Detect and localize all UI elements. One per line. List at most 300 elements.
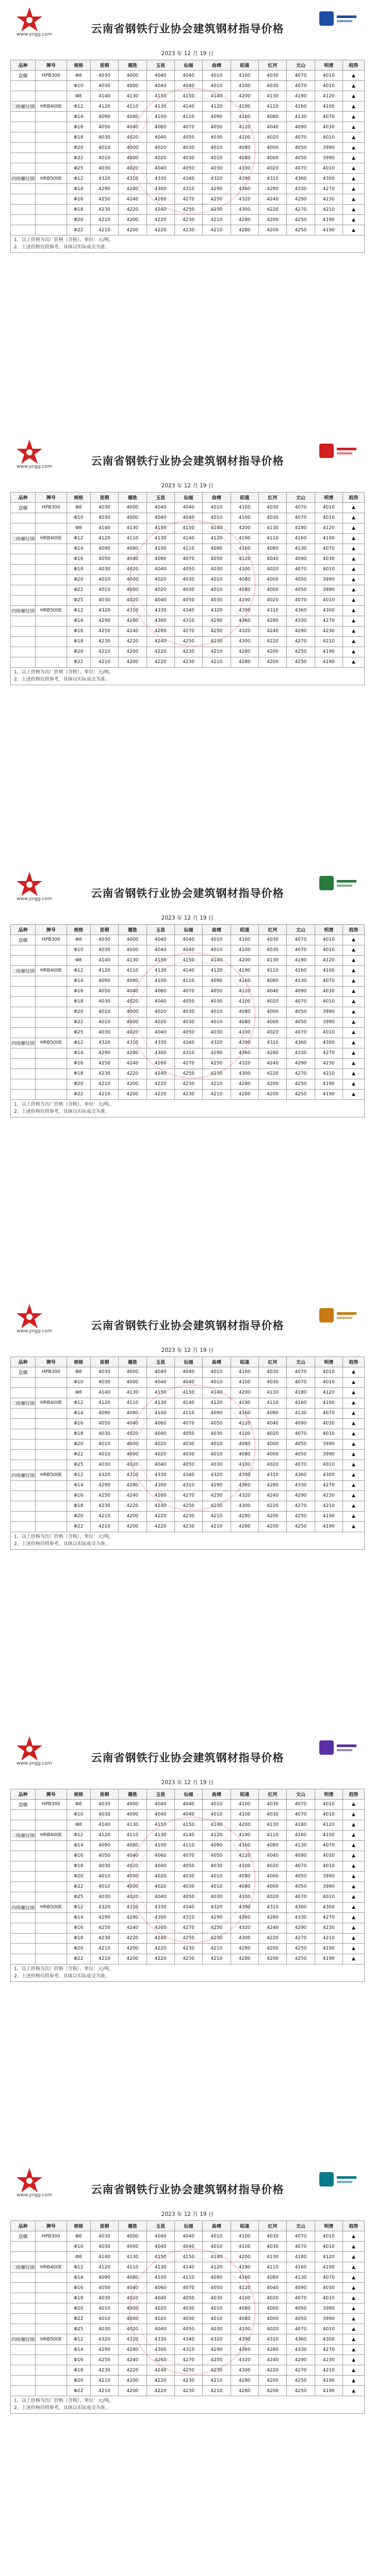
table-cell: 4250 [203,1058,231,1069]
table-cell: 4160 [287,2262,315,2273]
table-cell: 3990 [315,1007,343,1017]
site-url: www.yngg.com [17,1328,52,1334]
table-cell: 4220 [119,1933,146,1943]
table-cell: 4270 [315,616,343,626]
table-cell [36,647,67,657]
trend-cell: ▲ [343,574,364,585]
table-cell: 4040 [174,1799,202,1809]
table-cell: 4050 [287,2303,315,2314]
column-header: 昆钢 [90,1357,118,1367]
table-cell: 4000 [119,71,146,81]
table-cell [36,153,67,163]
column-header: 曲靖 [203,1789,231,1799]
table-cell: 4030 [90,1799,118,1809]
trend-cell: ▲ [343,2231,364,2242]
table-cell: 4260 [146,1923,174,1933]
table-cell: 4020 [119,1429,146,1439]
column-header: 德胜 [119,924,146,935]
trend-cell: ▲ [343,1048,364,1058]
table-cell: 4090 [90,2273,118,2283]
table-cell: 4050 [287,574,315,585]
trend-cell: ▲ [343,2345,364,2355]
table-cell: 4200 [119,1954,146,1964]
table-cell: 4080 [119,976,146,986]
table-row [11,1398,365,1408]
table-cell: 4010 [315,564,343,574]
table-cell: 4360 [287,1470,315,1480]
table-cell: 4270 [315,2345,343,2355]
table-cell: 盘螺 [11,1367,36,1377]
table-cell: 4030 [203,1460,231,1470]
table-row [11,1851,365,1861]
table-cell: 4300 [146,184,174,194]
trend-cell: ▲ [343,2242,364,2252]
table-cell: 4280 [231,647,258,657]
table-cell: 4010 [315,1460,343,1470]
table-cell: 4050 [203,122,231,132]
table-cell: 3990 [315,1017,343,1027]
table-cell [36,626,67,636]
table-cell: 4040 [174,945,202,955]
table-row [11,1367,365,1377]
table-cell: 4080 [231,1449,258,1460]
table-cell: 4050 [174,1429,202,1439]
table-cell: Φ14 [67,616,90,626]
table-cell [36,595,67,605]
table-cell: 4120 [231,2283,258,2293]
table-cell: 4140 [203,955,231,965]
table-cell [36,194,67,205]
table-cell [36,1017,67,1027]
table-cell: 4010 [315,1861,343,1871]
table-cell: 4040 [146,2231,174,2242]
table-cell: 4050 [174,2293,202,2303]
table-cell: 4330 [146,174,174,184]
trend-cell: ▲ [343,636,364,647]
table-cell: 4110 [174,1408,202,1418]
table-cell: 4070 [287,1809,315,1820]
table-cell: 4330 [146,605,174,616]
table-cell: Φ16 [67,1923,90,1933]
trend-cell: ▲ [343,1408,364,1418]
table-cell: 4030 [90,564,118,574]
table-cell: 4000 [119,1367,146,1377]
trend-cell: ▲ [343,1007,364,1017]
table-cell: 4270 [287,636,315,647]
table-cell: 4010 [203,502,231,513]
table-cell: 4100 [231,2293,258,2303]
note-line: 1、以上价格为出厂价格（含税），单位：元/吨。 [14,2398,114,2404]
table-cell: 4140 [174,2262,202,2273]
table-cell: HPB300 [36,1799,67,1809]
price-section [0,0,375,432]
table-cell: 4070 [287,132,315,143]
table-cell: 4320 [203,605,231,616]
table-cell: 4250 [287,1079,315,1089]
column-header: 昆钢 [90,1789,118,1799]
table-cell [11,626,36,636]
table-cell: 4250 [287,1954,315,1964]
table-cell: 4250 [203,194,231,205]
table-cell: 4050 [203,1418,231,1429]
table-cell: 4190 [231,533,258,544]
trend-cell: ▲ [343,1830,364,1840]
table-cell: 4020 [258,996,286,1007]
table-cell: 4270 [174,194,202,205]
trend-cell: ▲ [343,564,364,574]
table-cell: 4030 [90,132,118,143]
table-cell: 4180 [287,1387,315,1398]
table-cell: Φ20 [67,2303,90,2314]
table-row [11,1943,365,1954]
table-cell: 4010 [315,2231,343,2242]
table-cell: 4250 [287,215,315,225]
table-cell: 4050 [174,996,202,1007]
table-cell: Φ10 [67,1809,90,1820]
table-row [11,215,365,225]
table-cell: 4270 [315,184,343,194]
table-cell: 4040 [258,1418,286,1429]
table-cell: 4030 [90,935,118,945]
table-cell: 4270 [315,1048,343,1058]
table-cell: 4100 [231,1460,258,1470]
column-header: 规格 [67,2221,90,2231]
trend-cell: ▲ [343,1912,364,1923]
partner-logo-icon [315,872,360,894]
table-row [11,2345,365,2355]
section-header [10,432,365,482]
table-cell: 4140 [90,1820,118,1830]
column-header: 仙福 [174,492,202,502]
table-cell: 4020 [146,1871,174,1882]
column-header: 曲靖 [203,60,231,71]
table-cell [11,647,36,657]
table-cell: 4300 [146,616,174,626]
table-cell: 3990 [315,2303,343,2314]
table-cell: 4120 [90,1398,118,1408]
table-cell: 4260 [146,194,174,205]
table-cell: 4140 [203,1387,231,1398]
table-cell [36,1089,67,1099]
partner-logo-icon [315,1304,360,1327]
table-row [11,1470,365,1480]
table-cell: 4010 [90,1007,118,1017]
table-cell: 4130 [119,2252,146,2262]
table-cell: 4260 [146,1490,174,1501]
table-cell: 4360 [287,1038,315,1048]
trend-cell: ▲ [343,513,364,523]
table-cell: 4210 [315,205,343,215]
table-cell: 4210 [90,1079,118,1089]
table-row [11,1069,365,1079]
column-header: 明清 [315,492,343,502]
table-cell: 4250 [90,1923,118,1933]
table-cell: 4070 [315,976,343,986]
table-cell: 4030 [174,1882,202,1892]
table-cell: Φ8 [67,91,90,101]
table-cell: 4040 [146,1861,174,1871]
table-cell: Φ8 [67,1799,90,1809]
table-cell: 4100 [146,1408,174,1418]
column-header: 趋势 [343,1357,364,1367]
table-cell: 4310 [119,1902,146,1912]
table-cell: 三级螺纹钢 [11,101,36,112]
column-header: 仙福 [174,1357,202,1367]
table-cell [11,1377,36,1387]
table-cell: 4190 [315,647,343,657]
table-row [11,1449,365,1460]
table-notes [10,1964,365,1982]
table-row [11,1429,365,1439]
table-cell: HRB500E [36,1038,67,1048]
table-row [11,1027,365,1038]
table-cell: Φ16 [67,122,90,132]
table-cell: 4010 [90,1017,118,1027]
table-cell: Φ20 [67,1871,90,1882]
table-cell: 4160 [287,101,315,112]
table-row [11,626,365,636]
table-cell: 4280 [231,657,258,667]
table-cell: 4030 [315,122,343,132]
table-cell: 4040 [146,2324,174,2334]
column-header: 曲靖 [203,492,231,502]
table-cell: 4340 [174,1038,202,1048]
column-header: 趋势 [343,492,364,502]
table-cell: 4320 [203,1470,231,1480]
table-cell: Φ18 [67,1429,90,1439]
table-cell: 4090 [90,544,118,554]
table-cell [36,81,67,91]
table-cell [11,225,36,235]
table-cell: 4030 [90,2293,118,2303]
table-cell [36,225,67,235]
table-cell [11,2242,36,2252]
table-cell: 4010 [315,2242,343,2252]
partner-logo-icon [315,7,360,30]
table-cell: 4150 [174,1820,202,1830]
table-cell [11,112,36,122]
table-cell: 4020 [119,1460,146,1470]
table-cell: 4320 [90,1902,118,1912]
table-cell: 4310 [119,1038,146,1048]
table-cell: 4310 [119,2334,146,2345]
table-cell: 4020 [119,595,146,605]
table-cell: 4130 [119,523,146,533]
column-header: 仙福 [174,924,202,935]
column-header: 品种 [11,1357,36,1367]
table-cell: 4230 [203,205,231,215]
table-cell: 4030 [90,1892,118,1902]
table-cell [36,2252,67,2262]
table-cell: 4280 [231,1079,258,1089]
table-cell: Φ18 [67,2365,90,2376]
trend-cell: ▲ [343,1882,364,1892]
column-header: 规格 [67,60,90,71]
trend-cell: ▲ [343,523,364,533]
table-cell: 4100 [146,112,174,122]
table-cell: 4280 [231,225,258,235]
table-cell: 4220 [146,1521,174,1532]
table-cell: 4070 [287,502,315,513]
table-cell: 4230 [203,1069,231,1079]
trend-cell: ▲ [343,1490,364,1501]
table-cell: 4110 [258,965,286,976]
table-cell: 4010 [315,595,343,605]
table-cell: 4060 [146,986,174,996]
table-cell: Φ25 [67,163,90,174]
table-cell: 4050 [287,2314,315,2324]
table-row [11,1079,365,1089]
table-cell: 4120 [203,1830,231,1840]
table-cell: 4210 [90,1511,118,1521]
trend-cell: ▲ [343,215,364,225]
table-cell: 4300 [315,174,343,184]
table-cell: 4120 [231,1418,258,1429]
table-cell: 4200 [258,1511,286,1521]
table-cell [36,986,67,996]
table-cell: 4330 [287,1480,315,1490]
table-cell [11,1820,36,1830]
table-row [11,2242,365,2252]
table-cell [11,595,36,605]
table-cell: 4070 [287,71,315,81]
table-cell: 4080 [119,1408,146,1418]
table-cell: 4030 [174,585,202,595]
table-cell: 4310 [258,605,286,616]
table-cell: Φ14 [67,1408,90,1418]
table-cell: 四级螺纹钢 [11,605,36,616]
table-cell: 4290 [203,1480,231,1490]
table-cell: 4320 [90,1038,118,1048]
column-header: 昭通 [231,2221,258,2231]
table-cell: 4040 [119,2283,146,2293]
table-cell: Φ20 [67,1007,90,1017]
column-header: 牌号 [36,60,67,71]
table-row [11,174,365,184]
table-cell: 4030 [258,945,286,955]
table-cell: 4240 [119,1490,146,1501]
table-cell [11,1809,36,1820]
table-cell: HRB400E [36,1830,67,1840]
table-cell: Φ25 [67,1027,90,1038]
table-cell: 4210 [203,215,231,225]
trend-cell: ▲ [343,1799,364,1809]
table-cell: 4020 [258,1027,286,1038]
table-cell [36,1048,67,1058]
table-cell: 4080 [258,1408,286,1418]
table-cell [11,163,36,174]
trend-cell: ▲ [343,616,364,626]
table-cell [36,1861,67,1871]
table-cell: 4210 [315,1069,343,1079]
table-cell: 4030 [174,2314,202,2324]
table-cell: 3990 [315,574,343,585]
table-cell: 4090 [287,122,315,132]
table-cell: 4030 [90,1861,118,1871]
table-cell: 4290 [287,2355,315,2365]
table-cell: Φ10 [67,2242,90,2252]
table-cell [36,2324,67,2334]
table-cell [11,184,36,194]
table-cell: HRB400E [36,1398,67,1408]
table-cell: 4220 [258,205,286,215]
table-cell: Φ22 [67,1449,90,1460]
trend-cell: ▲ [343,132,364,143]
table-cell: 4040 [146,163,174,174]
table-cell: 4190 [231,1830,258,1840]
table-cell: 4010 [315,1892,343,1902]
table-cell: 4100 [231,132,258,143]
table-cell: 4100 [231,163,258,174]
trend-cell: ▲ [343,935,364,945]
table-cell: 4220 [146,2386,174,2396]
table-cell: HRB500E [36,605,67,616]
table-cell: 4000 [119,1017,146,1027]
table-cell: 盘螺 [11,71,36,81]
trend-cell: ▲ [343,194,364,205]
table-cell [11,616,36,626]
table-header-row [11,60,365,71]
table-cell: 4250 [203,1923,231,1933]
table-cell: Φ14 [67,2273,90,2283]
table-cell: 4030 [315,2283,343,2293]
table-cell: 3990 [315,1871,343,1882]
table-cell: 4010 [203,1367,231,1377]
trend-cell: ▲ [343,1429,364,1439]
table-cell: HRB500E [36,1470,67,1480]
table-cell: 4020 [258,2324,286,2334]
table-cell: 4110 [119,965,146,976]
table-cell: 4040 [119,1418,146,1429]
table-cell: Φ14 [67,184,90,194]
table-cell: 4200 [231,955,258,965]
table-cell: 4060 [146,1418,174,1429]
table-cell: 4000 [119,945,146,955]
trend-cell: ▲ [343,1017,364,1027]
table-cell: 4010 [90,2303,118,2314]
table-cell: 4110 [119,1398,146,1408]
table-cell: 4140 [90,1387,118,1398]
table-cell [36,513,67,523]
table-cell: 4010 [203,585,231,595]
table-cell: 4030 [258,1367,286,1377]
table-cell: 4110 [258,1398,286,1408]
table-cell: 4040 [146,2242,174,2252]
table-cell: 4130 [287,976,315,986]
table-cell: 3990 [315,143,343,153]
column-header: 德胜 [119,60,146,71]
table-cell: 4230 [315,194,343,205]
table-cell: 4040 [174,1377,202,1387]
table-cell: 4360 [231,1912,258,1923]
table-cell: 4040 [119,986,146,996]
table-row [11,1038,365,1048]
table-cell: 4030 [203,1027,231,1038]
trend-cell: ▲ [343,1089,364,1099]
trend-cell: ▲ [343,1809,364,1820]
column-header: 品种 [11,492,36,502]
table-cell [36,1429,67,1439]
table-cell: 4200 [231,2252,258,2262]
price-section [0,1297,375,1729]
table-row [11,616,365,626]
document-title [10,885,365,901]
table-cell: 4240 [146,636,174,647]
table-row [11,1017,365,1027]
table-cell [11,1501,36,1511]
table-cell: 4070 [174,1418,202,1429]
table-cell: 4250 [174,1933,202,1943]
